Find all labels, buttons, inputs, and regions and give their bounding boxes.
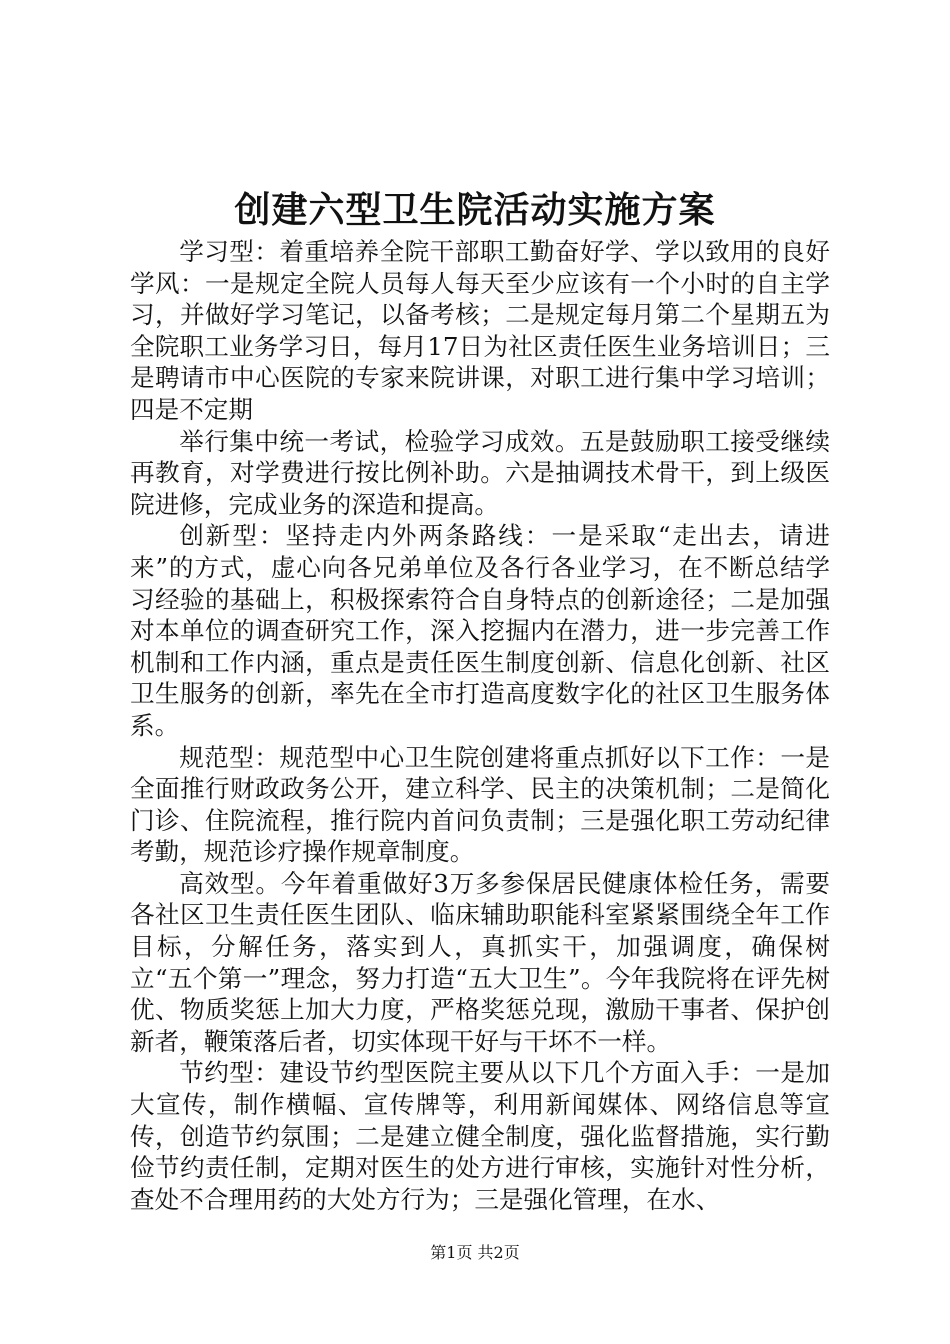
paragraph-conservation: 节约型：建设节约型医院主要从以下几个方面入手：一是加大宣传，制作横幅、宣传牌等，利用新闻媒体、网络信息等宣传，创造节约氛围；二是建立健全制度，强化监督措施，实行勤俭节约责任制，定期对医生的处方进行审核，实施针对性分析，查处不合理用药的大处方行为；三是强化管理，在水、 — [130, 1058, 830, 1214]
paragraph-innovation: 创新型：坚持走内外两条路线：一是采取“走出去，请进来”的方式，虚心向各兄弟单位及各行各业学习，在不断总结学习经验的基础上，积极探索符合自身特点的创新途径；二是加强对本单位的调查研究工作，深入挖掘内在潜力，进一步完善工作机制和工作内涵，重点是责任医生制度创新、信息化创新、社区卫生服务的创新，率先在全市打造高度数字化的社区卫生服务体系。 — [130, 521, 830, 740]
document-title: 创建六型卫生院活动实施方案 — [234, 189, 716, 231]
paragraph-learning: 学习型：着重培养全院干部职工勤奋好学、学以致用的良好学风：一是规定全院人员每人每天至少应该有一个小时的自主学习，并做好学习笔记，以备考核；二是规定每月第二个星期五为全院职工业务学习日，每月17日为社区责任医生业务培训日；三是聘请市中心医院的专家来院讲课，对职工进行集中学习培训；四是不定期 — [130, 237, 830, 424]
paragraph-learning-continued: 举行集中统一考试，检验学习成效。五是鼓励职工接受继续再教育，对学费进行按比例补助。六是抽调技术骨干，到上级医院进修，完成业务的深造和提高。 — [130, 426, 830, 519]
paragraph-efficiency: 高效型。今年着重做好3万多参保居民健康体检任务，需要各社区卫生责任医生团队、临床辅助职能科室紧紧围绕全年工作目标，分解任务，落实到人，真抓实干，加强调度，确保树立“五个第一”理念，努力打造“五大卫生”。今年我院将在评先树优、物质奖惩上加大力度，严格奖惩兑现，激励干事者、保护创新者，鞭策落后者，切实体现干好与干坏不一样。 — [130, 868, 830, 1056]
page-number-footer: 第1页 共2页 — [430, 1243, 520, 1262]
document-body — [130, 236, 830, 1215]
paragraph-standardization: 规范型：规范型中心卫生院创建将重点抓好以下工作：一是全面推行财政政务公开，建立科学、民主的决策机制；二是简化门诊、住院流程，推行院内首问负责制；三是强化职工劳动纪律考勤，规范诊疗操作规章制度。 — [130, 742, 830, 867]
